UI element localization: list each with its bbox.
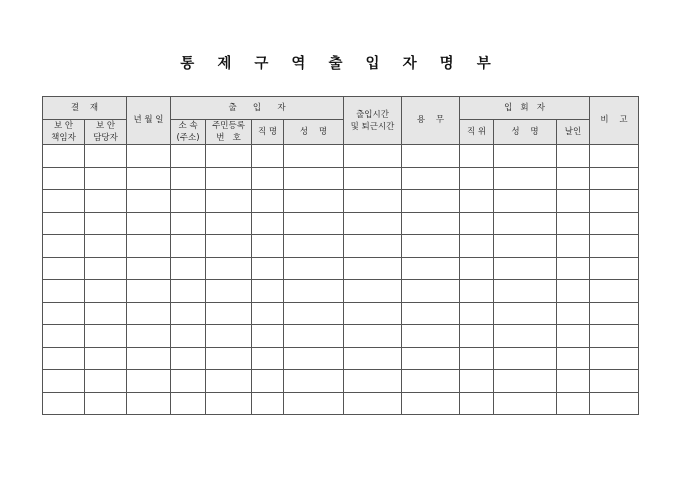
empty-cell[interactable]	[494, 257, 557, 280]
witness-name-header: 성 명	[494, 120, 557, 145]
empty-cell[interactable]	[85, 302, 127, 325]
visitor-position-header: 직 명	[252, 120, 284, 145]
empty-cell[interactable]	[43, 347, 85, 370]
table-row	[43, 167, 639, 190]
table-row	[43, 190, 639, 213]
empty-cell[interactable]	[127, 167, 171, 190]
empty-cell[interactable]	[171, 167, 206, 190]
empty-cell[interactable]	[127, 190, 171, 213]
empty-cell[interactable]	[402, 280, 460, 303]
empty-cell[interactable]	[171, 347, 206, 370]
empty-cell[interactable]	[43, 370, 85, 393]
table-row	[43, 280, 639, 303]
empty-cell[interactable]	[402, 347, 460, 370]
empty-cell[interactable]	[590, 280, 639, 303]
empty-cell[interactable]	[43, 235, 85, 258]
empty-cell[interactable]	[590, 347, 639, 370]
empty-cell[interactable]	[43, 190, 85, 213]
empty-cell[interactable]	[127, 280, 171, 303]
empty-cell[interactable]	[460, 145, 494, 168]
empty-cell[interactable]	[252, 347, 284, 370]
empty-cell[interactable]	[590, 325, 639, 348]
empty-cell[interactable]	[171, 235, 206, 258]
empty-cell[interactable]	[127, 370, 171, 393]
empty-cell[interactable]	[344, 190, 402, 213]
empty-cell[interactable]	[460, 235, 494, 258]
empty-cell[interactable]	[344, 212, 402, 235]
empty-cell[interactable]	[206, 167, 252, 190]
empty-cell[interactable]	[171, 257, 206, 280]
empty-cell[interactable]	[85, 280, 127, 303]
document-title: 통 제 구 역 출 입 자 명 부	[180, 56, 500, 72]
visitor-name-header: 성 명	[284, 120, 344, 145]
resident-number-header: 주민등록 번 호	[206, 120, 252, 145]
empty-cell[interactable]	[557, 325, 590, 348]
empty-cell[interactable]	[460, 302, 494, 325]
empty-cell[interactable]	[171, 145, 206, 168]
empty-cell[interactable]	[171, 212, 206, 235]
empty-cell[interactable]	[494, 280, 557, 303]
empty-cell[interactable]	[344, 347, 402, 370]
empty-cell[interactable]	[557, 370, 590, 393]
empty-cell[interactable]	[494, 370, 557, 393]
table-row	[43, 145, 639, 168]
empty-cell[interactable]	[460, 167, 494, 190]
empty-cell[interactable]	[344, 235, 402, 258]
empty-cell[interactable]	[85, 370, 127, 393]
empty-cell[interactable]	[590, 370, 639, 393]
table-row	[43, 257, 639, 280]
empty-cell[interactable]	[460, 190, 494, 213]
empty-cell[interactable]	[127, 347, 171, 370]
empty-cell[interactable]	[252, 145, 284, 168]
empty-cell[interactable]	[402, 190, 460, 213]
empty-cell[interactable]	[460, 280, 494, 303]
security-chief-header: 보 안 책임자	[43, 120, 85, 145]
empty-cell[interactable]	[252, 370, 284, 393]
empty-cell[interactable]	[85, 257, 127, 280]
empty-cell[interactable]	[284, 325, 344, 348]
empty-cell[interactable]	[494, 325, 557, 348]
empty-cell[interactable]	[590, 257, 639, 280]
empty-cell[interactable]	[402, 212, 460, 235]
empty-cell[interactable]	[494, 302, 557, 325]
empty-cell[interactable]	[590, 190, 639, 213]
empty-cell[interactable]	[43, 167, 85, 190]
empty-cell[interactable]	[127, 235, 171, 258]
empty-cell[interactable]	[43, 257, 85, 280]
empty-cell[interactable]	[171, 370, 206, 393]
empty-cell[interactable]	[460, 347, 494, 370]
seal-header: 날인	[557, 120, 590, 145]
empty-cell[interactable]	[85, 235, 127, 258]
empty-cell[interactable]	[284, 347, 344, 370]
empty-cell[interactable]	[284, 235, 344, 258]
empty-cell[interactable]	[344, 325, 402, 348]
empty-cell[interactable]	[206, 347, 252, 370]
empty-cell[interactable]	[494, 235, 557, 258]
empty-cell[interactable]	[127, 392, 171, 415]
empty-cell[interactable]	[43, 145, 85, 168]
empty-cell[interactable]	[460, 257, 494, 280]
date-header: 년 월 일	[127, 97, 171, 145]
table-row	[43, 325, 639, 348]
empty-cell[interactable]	[344, 280, 402, 303]
witness-header: 입 회 자	[460, 97, 590, 120]
empty-cell[interactable]	[460, 370, 494, 393]
empty-cell[interactable]	[127, 257, 171, 280]
empty-cell[interactable]	[284, 257, 344, 280]
empty-cell[interactable]	[284, 280, 344, 303]
empty-cell[interactable]	[494, 392, 557, 415]
empty-cell[interactable]	[206, 325, 252, 348]
empty-cell[interactable]	[284, 212, 344, 235]
empty-cell[interactable]	[284, 167, 344, 190]
empty-cell[interactable]	[43, 325, 85, 348]
empty-cell[interactable]	[171, 302, 206, 325]
empty-cell[interactable]	[127, 145, 171, 168]
empty-cell[interactable]	[344, 257, 402, 280]
empty-cell[interactable]	[344, 302, 402, 325]
empty-cell[interactable]	[284, 370, 344, 393]
witness-position-header: 직 위	[460, 120, 494, 145]
empty-cell[interactable]	[127, 302, 171, 325]
empty-cell[interactable]	[284, 190, 344, 213]
visitor-ledger-table	[42, 96, 639, 415]
empty-cell[interactable]	[252, 325, 284, 348]
table-row	[43, 302, 639, 325]
empty-cell[interactable]	[252, 167, 284, 190]
empty-cell[interactable]	[252, 190, 284, 213]
ledger-body	[43, 145, 639, 415]
empty-cell[interactable]	[590, 167, 639, 190]
empty-cell[interactable]	[284, 392, 344, 415]
empty-cell[interactable]	[206, 257, 252, 280]
empty-cell[interactable]	[460, 392, 494, 415]
empty-cell[interactable]	[402, 145, 460, 168]
empty-cell[interactable]	[344, 145, 402, 168]
empty-cell[interactable]	[206, 392, 252, 415]
empty-cell[interactable]	[494, 347, 557, 370]
empty-cell[interactable]	[127, 325, 171, 348]
table-row	[43, 347, 639, 370]
empty-cell[interactable]	[402, 302, 460, 325]
empty-cell[interactable]	[206, 235, 252, 258]
empty-cell[interactable]	[127, 212, 171, 235]
empty-cell[interactable]	[460, 325, 494, 348]
empty-cell[interactable]	[252, 212, 284, 235]
empty-cell[interactable]	[43, 280, 85, 303]
visitor-header: 출 입 자	[171, 97, 344, 120]
empty-cell[interactable]	[171, 190, 206, 213]
empty-cell[interactable]	[402, 392, 460, 415]
empty-cell[interactable]	[557, 392, 590, 415]
empty-cell[interactable]	[590, 212, 639, 235]
empty-cell[interactable]	[402, 257, 460, 280]
table-row	[43, 370, 639, 393]
empty-cell[interactable]	[557, 280, 590, 303]
empty-cell[interactable]	[557, 257, 590, 280]
table-row	[43, 212, 639, 235]
empty-cell[interactable]	[402, 325, 460, 348]
empty-cell[interactable]	[252, 302, 284, 325]
empty-cell[interactable]	[85, 347, 127, 370]
table-row	[43, 392, 639, 415]
empty-cell[interactable]	[85, 392, 127, 415]
empty-cell[interactable]	[557, 347, 590, 370]
empty-cell[interactable]	[252, 280, 284, 303]
security-staff-header: 보 안 담당자	[85, 120, 127, 145]
empty-cell[interactable]	[171, 325, 206, 348]
empty-cell[interactable]	[85, 325, 127, 348]
empty-cell[interactable]	[171, 280, 206, 303]
table-row	[43, 235, 639, 258]
empty-cell[interactable]	[344, 370, 402, 393]
empty-cell[interactable]	[494, 212, 557, 235]
empty-cell[interactable]	[252, 257, 284, 280]
empty-cell[interactable]	[494, 190, 557, 213]
empty-cell[interactable]	[206, 302, 252, 325]
empty-cell[interactable]	[557, 145, 590, 168]
empty-cell[interactable]	[206, 370, 252, 393]
empty-cell[interactable]	[460, 212, 494, 235]
empty-cell[interactable]	[557, 190, 590, 213]
empty-cell[interactable]	[402, 235, 460, 258]
approval-header: 결 재	[43, 97, 127, 120]
empty-cell[interactable]	[206, 145, 252, 168]
empty-cell[interactable]	[43, 392, 85, 415]
empty-cell[interactable]	[557, 302, 590, 325]
empty-cell[interactable]	[206, 190, 252, 213]
empty-cell[interactable]	[590, 392, 639, 415]
purpose-header: 용 무	[402, 97, 460, 145]
empty-cell[interactable]	[402, 370, 460, 393]
empty-cell[interactable]	[590, 145, 639, 168]
empty-cell[interactable]	[494, 167, 557, 190]
empty-cell[interactable]	[590, 302, 639, 325]
empty-cell[interactable]	[85, 167, 127, 190]
empty-cell[interactable]	[43, 302, 85, 325]
empty-cell[interactable]	[284, 145, 344, 168]
empty-cell[interactable]	[344, 167, 402, 190]
empty-cell[interactable]	[557, 235, 590, 258]
affiliation-header: 소 속 (주소)	[171, 120, 206, 145]
empty-cell[interactable]	[43, 212, 85, 235]
empty-cell[interactable]	[590, 235, 639, 258]
empty-cell[interactable]	[85, 145, 127, 168]
remarks-header: 비 고	[590, 97, 639, 145]
empty-cell[interactable]	[206, 280, 252, 303]
time-header: 출입시간 및 퇴근시간	[344, 97, 402, 145]
empty-cell[interactable]	[344, 392, 402, 415]
empty-cell[interactable]	[284, 302, 344, 325]
empty-cell[interactable]	[85, 190, 127, 213]
empty-cell[interactable]	[557, 167, 590, 190]
empty-cell[interactable]	[252, 235, 284, 258]
empty-cell[interactable]	[171, 392, 206, 415]
empty-cell[interactable]	[85, 212, 127, 235]
empty-cell[interactable]	[494, 145, 557, 168]
empty-cell[interactable]	[402, 167, 460, 190]
empty-cell[interactable]	[252, 392, 284, 415]
empty-cell[interactable]	[557, 212, 590, 235]
empty-cell[interactable]	[206, 212, 252, 235]
